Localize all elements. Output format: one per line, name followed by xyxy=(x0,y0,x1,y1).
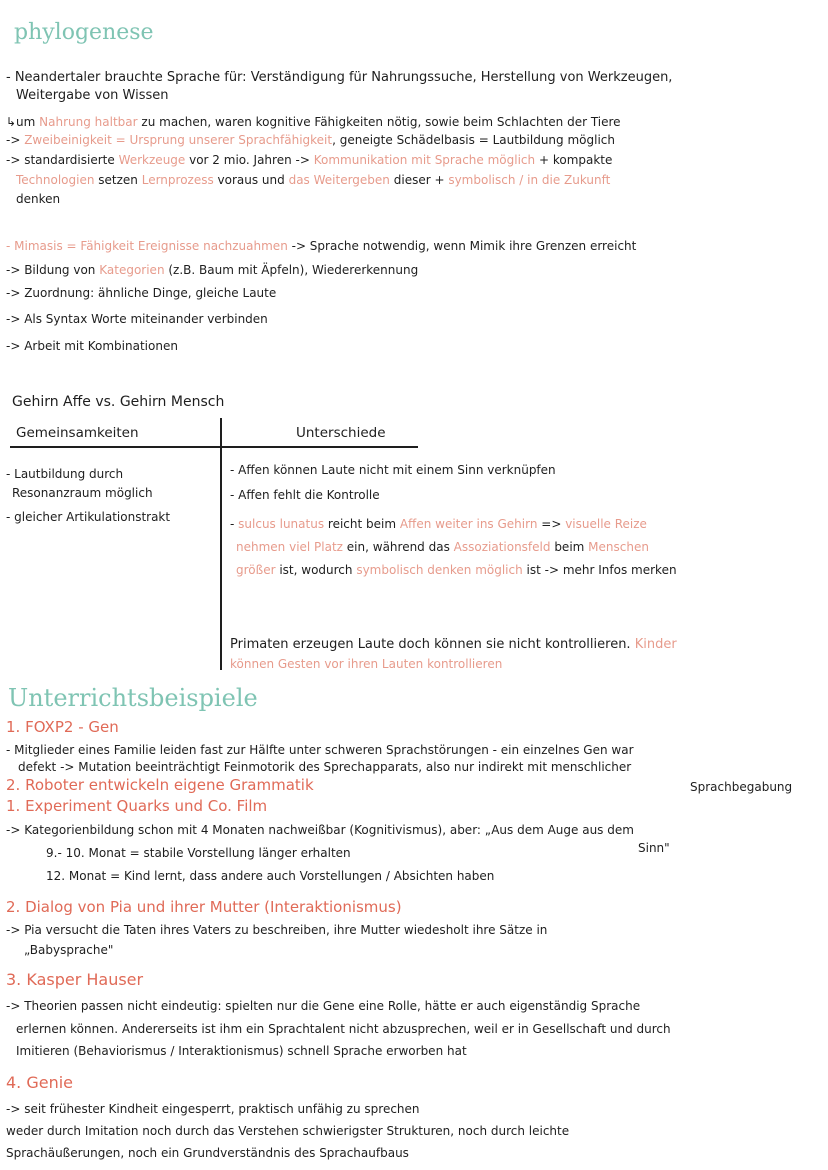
example-2-title: 2. Roboter entwickeln eigene Grammatik xyxy=(6,776,314,794)
example-3-line-2: 9.- 10. Monat = stabile Vorstellung länger erhalten xyxy=(46,846,351,860)
example-5-line-1: -> Theorien passen nicht eindeutig: spielten nur die Gene eine Rolle, hätte er auch eigenständig Sprache xyxy=(6,999,641,1013)
intro-line-6: denken xyxy=(16,192,61,206)
example-4-line-2: „Babysprache" xyxy=(24,943,114,957)
intro-line-5: Technologien setzen Lernprozess voraus und das Weitergeben dieser + symbolisch / in die Zukunft xyxy=(16,173,611,187)
mimesis-line-3: -> Zuordnung: ähnliche Dinge, gleiche Laute xyxy=(6,286,277,300)
intro-line-1b: Weitergabe von Wissen xyxy=(16,88,169,103)
example-1-line-1: - Mitglieder eines Familie leiden fast zur Hälfte unter schweren Sprachstörungen - ein einzelnes Gen war xyxy=(6,743,634,757)
intro-line-4: -> standardisierte Werkzeuge vor 2 mio. Jahren -> Kommunikation mit Sprache möglich + kompakte xyxy=(6,153,613,167)
compare-col-right: Unterschiede xyxy=(296,425,386,441)
compare-note-2: können Gesten vor ihren Lauten kontrollieren xyxy=(230,657,503,671)
compare-right-3: - sulcus lunatus reicht beim Affen weiter ins Gehirn => visuelle Reize xyxy=(230,517,647,531)
compare-right-2: - Affen fehlt die Kontrolle xyxy=(230,488,380,502)
example-6-line-2: weder durch Imitation noch durch das Verstehen schwierigster Strukturen, noch durch leichte xyxy=(6,1124,570,1138)
mimesis-line-5: -> Arbeit mit Kombinationen xyxy=(6,339,178,353)
example-6-line-3: Sprachäußerungen, noch ein Grundverständnis des Sprachaufbaus xyxy=(6,1146,409,1160)
compare-left-1: - Lautbildung durch xyxy=(6,467,124,481)
example-5-line-2: erlernen können. Andererseits ist ihm ein Sprachtalent nicht abzusprechen, weil er in Gesellschaft und durch xyxy=(16,1022,671,1036)
example-1-line-3: Sprachbegabung xyxy=(690,780,793,794)
example-5-line-3: Imitieren (Behaviorismus / Interaktionismus) schnell Sprache erworben hat xyxy=(16,1044,467,1058)
mimesis-line-4: -> Als Syntax Worte miteinander verbinden xyxy=(6,312,268,326)
table-header-rule xyxy=(10,446,418,448)
intro-line-2: ↳um Nahrung haltbar zu machen, waren kognitive Fähigkeiten nötig, sowie beim Schlachten der Tiere xyxy=(6,115,621,129)
compare-right-5: größer ist, wodurch symbolisch denken möglich ist -> mehr Infos merken xyxy=(236,563,677,577)
example-3-line-1b: Sinn" xyxy=(638,841,670,855)
table-column-divider xyxy=(220,418,222,670)
example-3-line-3: 12. Monat = Kind lernt, dass andere auch Vorstellungen / Absichten haben xyxy=(46,869,495,883)
examples-title: Unterrichtsbeispiele xyxy=(8,684,258,712)
intro-line-1: - Neandertaler brauchte Sprache für: Verständigung für Nahrungssuche, Herstellung von Werkzeugen, xyxy=(6,70,673,85)
example-4-title: 2. Dialog von Pia und ihrer Mutter (Interaktionismus) xyxy=(6,898,402,916)
compare-left-1b: Resonanzraum möglich xyxy=(12,486,153,500)
example-4-line-1: -> Pia versucht die Taten ihres Vaters zu beschreiben, ihre Mutter wiedesholt ihre Sätze in xyxy=(6,923,548,937)
example-1-title: 1. FOXP2 - Gen xyxy=(6,718,119,736)
compare-left-2: - gleicher Artikulationstrakt xyxy=(6,510,171,524)
intro-line-3: -> Zweibeinigkeit = Ursprung unserer Sprachfähigkeit, geneigte Schädelbasis = Lautbildung möglich xyxy=(6,133,615,147)
compare-title: Gehirn Affe vs. Gehirn Mensch xyxy=(12,394,225,410)
mimesis-line-1: - Mimasis = Fähigkeit Ereignisse nachzuahmen -> Sprache notwendig, wenn Mimik ihre Grenzen erreicht xyxy=(6,239,637,253)
page-title: phylogenese xyxy=(14,20,154,45)
example-6-line-1: -> seit frühester Kindheit eingesperrt, praktisch unfähig zu sprechen xyxy=(6,1102,420,1116)
compare-note-1: Primaten erzeugen Laute doch können sie nicht kontrollieren. Kinder xyxy=(230,637,677,652)
compare-right-1: - Affen können Laute nicht mit einem Sinn verknüpfen xyxy=(230,463,556,477)
example-6-title: 4. Genie xyxy=(6,1073,74,1092)
compare-right-4: nehmen viel Platz ein, während das Assoziationsfeld beim Menschen xyxy=(236,540,649,554)
example-3-line-1: -> Kategorienbildung schon mit 4 Monaten nachweißbar (Kognitivismus), aber: „Aus dem Auge aus dem xyxy=(6,823,634,837)
compare-col-left: Gemeinsamkeiten xyxy=(16,425,139,441)
example-1-line-2: defekt -> Mutation beeinträchtigt Feinmotorik des Sprechapparats, also nur indirekt mit menschlicher xyxy=(18,760,632,774)
mimesis-line-2: -> Bildung von Kategorien (z.B. Baum mit Äpfeln), Wiedererkennung xyxy=(6,263,419,277)
example-5-title: 3. Kasper Hauser xyxy=(6,970,144,989)
example-3-title: 1. Experiment Quarks und Co. Film xyxy=(6,797,268,815)
